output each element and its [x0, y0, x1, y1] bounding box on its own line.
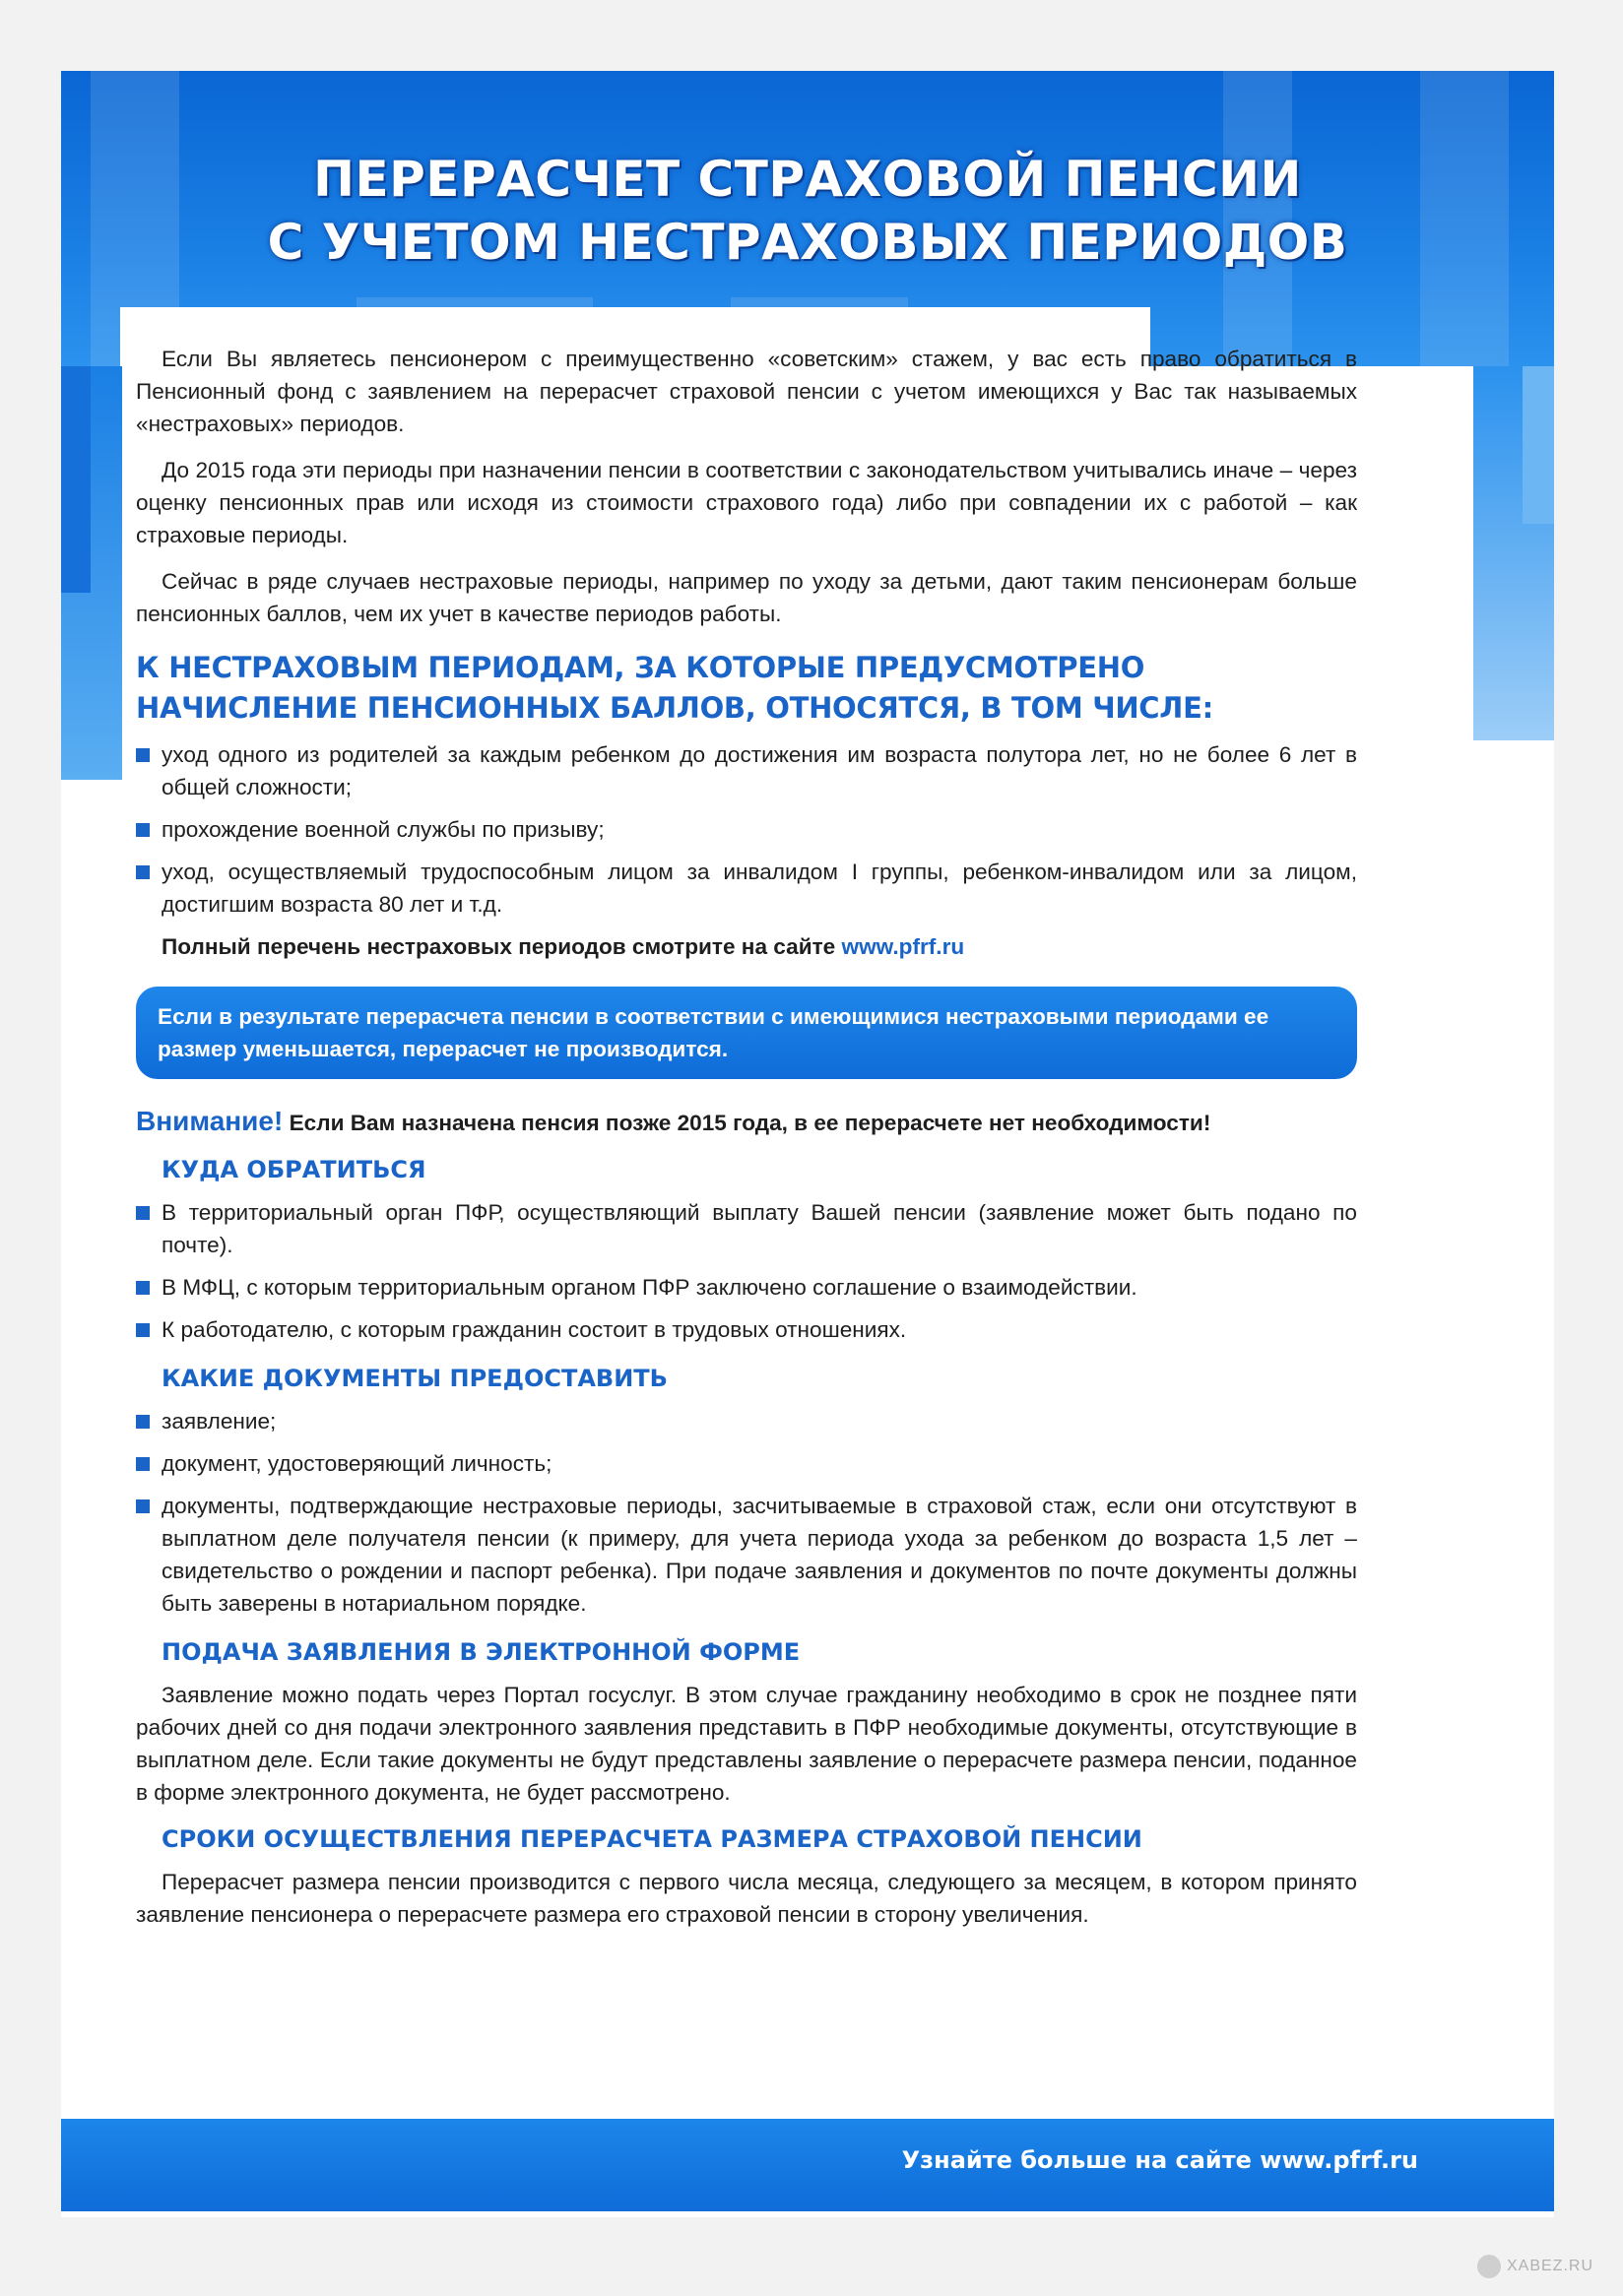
watermark-logo-icon: [1477, 2255, 1501, 2278]
list-item: уход, осуществляемый трудоспособным лицом за инвалидом I группы, ребенком-инвалидом или за лицом, достигшим возраста 80 лет и т.д.: [136, 856, 1357, 921]
list-item: документ, удостоверяющий личность;: [136, 1447, 1357, 1480]
full-list-note: Полный перечень нестраховых периодов смотрите на сайте www.pfrf.ru: [162, 934, 965, 959]
docs-heading: КАКИЕ ДОКУМЕНТЫ ПРЕДОСТАВИТЬ: [162, 1365, 668, 1392]
list-item: уход одного из родителей за каждым ребенком до достижения им возраста полутора лет, но не более 6 лет в общей сложности;: [136, 738, 1357, 803]
list-item: документы, подтверждающие нестраховые периоды, засчитываемые в страховой стаж, если они отсутствуют в выплатном деле получателя пенсии (к примеру, для учета периода ухода за ребенком до возраста 1,5 лет – свидетельство о рождении и паспорт ребенка). При подаче заявления и документов по почте документы должны быть заверены в нотариальном порядке.: [136, 1490, 1357, 1620]
square-bullet-icon: [136, 1206, 150, 1220]
left-pixel-block: [61, 366, 91, 593]
docs-list: [136, 1405, 1357, 1620]
intro-paragraph-3: Сейчас в ряде случаев нестраховые периоды, например по уходу за детьми, дают таким пенсионерам больше пенсионных баллов, чем их учет в качестве периодов работы.: [136, 569, 1357, 626]
list-item: прохождение военной службы по призыву;: [136, 813, 1357, 846]
where-list: [136, 1196, 1357, 1346]
terms-paragraph: Перерасчет размера пенсии производится с первого числа месяца, следующего за месяцем, в котором принято заявление пенсионера о перерасчете размера его страховой пенсии в сторону увеличения.: [136, 1870, 1357, 1927]
page-title: [61, 148, 1554, 274]
title-line-1: ПЕРЕРАСЧЕТ СТРАХОВОЙ ПЕНСИИ: [313, 151, 1302, 208]
attention-note: [136, 1105, 1357, 1139]
square-bullet-icon: [136, 823, 150, 837]
square-bullet-icon: [136, 1323, 150, 1337]
square-bullet-icon: [136, 1499, 150, 1513]
attention-label: Внимание!: [136, 1106, 284, 1136]
list-item: В МФЦ, с которым территориальным органом ПФР заключено соглашение о взаимодействии.: [136, 1271, 1357, 1304]
intro-paragraph-1: Если Вы являетесь пенсионером с преимущественно «советским» стажем, у вас есть право обратиться в Пенсионный фонд с заявлением на перерасчет страховой пенсии с учетом имеющихся у Вас так называемых «нестраховых» периодов.: [136, 347, 1357, 436]
main-content: [136, 343, 1357, 1945]
square-bullet-icon: [136, 1415, 150, 1429]
square-bullet-icon: [136, 748, 150, 762]
pfrf-link[interactable]: www.pfrf.ru: [841, 934, 965, 959]
periods-list: [136, 738, 1357, 921]
list-item: заявление;: [136, 1405, 1357, 1437]
footer-link[interactable]: Узнайте больше на сайте www.pfrf.ru: [901, 2146, 1418, 2174]
callout-box: Если в результате перерасчета пенсии в соответствии с имеющимися нестраховыми периодами ее размер уменьшается, перерасчет не производится.: [136, 987, 1357, 1079]
right-pixel-block: [1523, 366, 1554, 524]
title-line-2: С УЧЕТОМ НЕСТРАХОВЫХ ПЕРИОДОВ: [267, 214, 1348, 271]
electronic-heading: ПОДАЧА ЗАЯВЛЕНИЯ В ЭЛЕКТРОННОЙ ФОРМЕ: [162, 1638, 801, 1666]
attention-text: Если Вам назначена пенсия позже 2015 года, в ее перерасчете нет необходимости!: [289, 1111, 1211, 1135]
periods-heading: К НЕСТРАХОВЫМ ПЕРИОДАМ, ЗА КОТОРЫЕ ПРЕДУСМОТРЕНО НАЧИСЛЕНИЕ ПЕНСИОННЫХ БАЛЛОВ, ОТНОСЯТСЯ, В ТОМ ЧИСЛЕ:: [136, 651, 1213, 725]
square-bullet-icon: [136, 1281, 150, 1295]
square-bullet-icon: [136, 1457, 150, 1471]
square-bullet-icon: [136, 865, 150, 879]
terms-heading: СРОКИ ОСУЩЕСТВЛЕНИЯ ПЕРЕРАСЧЕТА РАЗМЕРА СТРАХОВОЙ ПЕНСИИ: [162, 1825, 1142, 1853]
intro-paragraph-2: До 2015 года эти периоды при назначении пенсии в соответствии с законодательством учитывались иначе – через оценку пенсионных прав или исходя из стоимости страхового года) либо при совпадении их с работой – как страховые периоды.: [136, 458, 1357, 547]
watermark: XABEZ.RU: [1477, 2255, 1593, 2278]
electronic-paragraph: Заявление можно подать через Портал госуслуг. В этом случае гражданину необходимо в срок не позднее пяти рабочих дней со дня подачи электронного заявления представить в ПФР необходимые документы, отсутствующие в выплатном деле. Если такие документы не будут представлены заявление о перерасчете размера пенсии, поданное в форме электронного документа, не будет рассмотрено.: [136, 1683, 1357, 1805]
footer-band: [61, 2119, 1554, 2211]
where-heading: КУДА ОБРАТИТЬСЯ: [162, 1156, 426, 1183]
list-item: К работодателю, с которым гражданин состоит в трудовых отношениях.: [136, 1313, 1357, 1346]
list-item: В территориальный орган ПФР, осуществляющий выплату Вашей пенсии (заявление может быть подано по почте).: [136, 1196, 1357, 1261]
